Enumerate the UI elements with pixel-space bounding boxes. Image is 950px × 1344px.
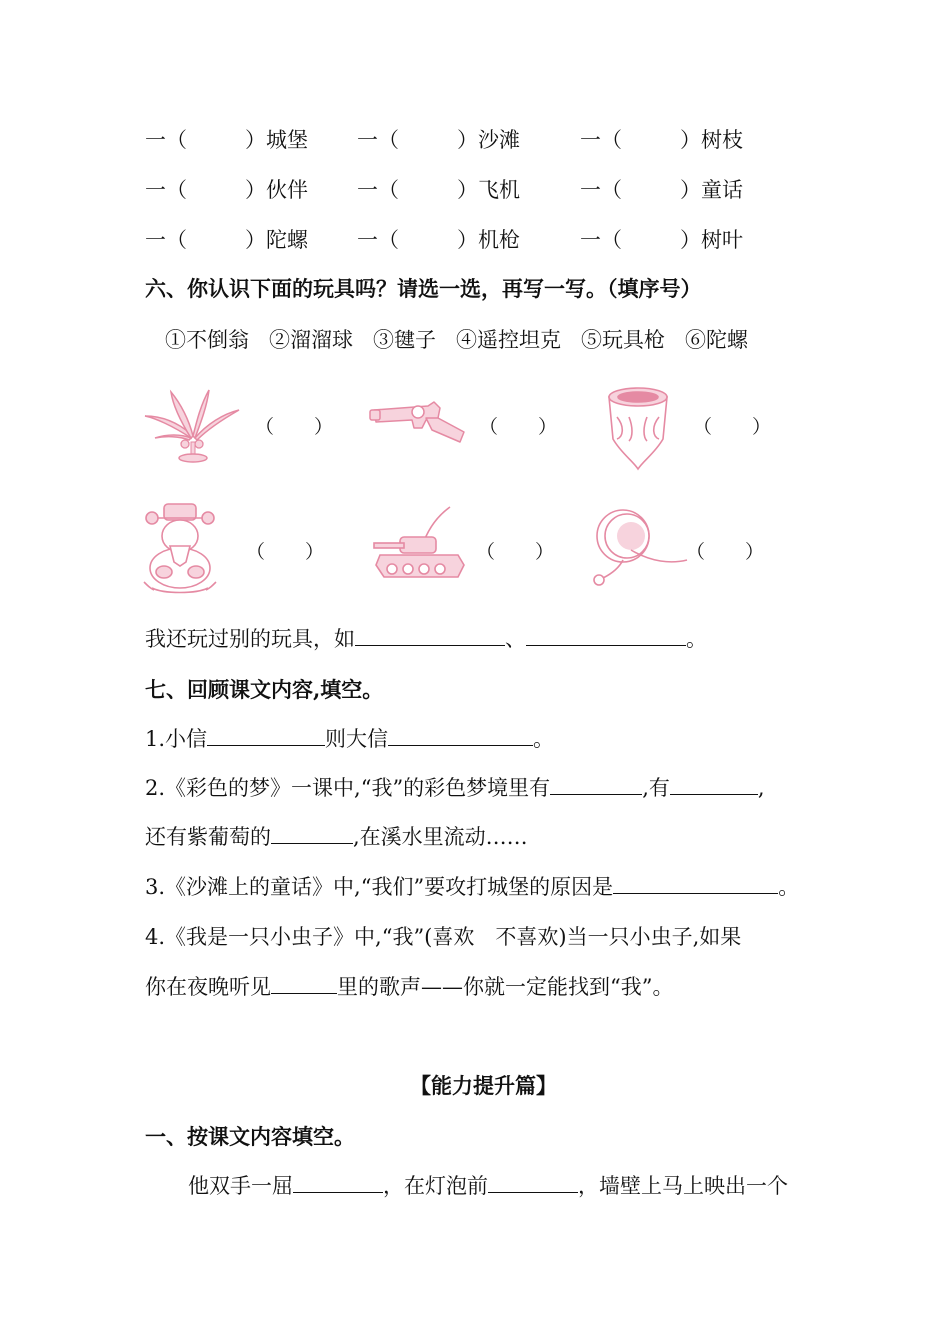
q2-text-b: ,有: [642, 776, 670, 800]
q2-blank-3[interactable]: [271, 823, 353, 844]
ability-q1-heading: 一、按课文内容填空。: [145, 1124, 355, 1149]
question-2-line-1: [145, 774, 765, 802]
measure-word-item: [357, 226, 520, 254]
measure-word-prefix: 一（: [357, 128, 399, 152]
yoyo-image: [585, 502, 695, 592]
measure-word-prefix: 一（: [357, 228, 399, 252]
q1-blank-2[interactable]: [388, 725, 533, 746]
spinning-top-image: [603, 383, 673, 473]
measure-word-item: [357, 126, 520, 154]
paren-close: ）: [745, 541, 765, 563]
option-1: ①不倒翁: [165, 328, 249, 352]
measure-word-item: [580, 126, 743, 154]
measure-word-prefix: 一（: [145, 228, 187, 252]
paren-close: ）: [535, 541, 555, 563]
paren-open: （: [693, 416, 713, 438]
option-5: ⑤玩具枪: [581, 328, 665, 352]
option-6: ⑥陀螺: [685, 328, 748, 352]
q3-text-a: 3.《沙滩上的童话》中,“我们”要攻打城堡的原因是: [145, 875, 614, 899]
question-3: [145, 873, 799, 901]
ability-title: 【能力提升篇】: [410, 1073, 557, 1098]
measure-word-prefix: 一（: [580, 128, 622, 152]
q1-text-c: 。: [533, 727, 555, 751]
paren-close: ）: [538, 416, 558, 438]
measure-word-noun: ）飞机: [457, 178, 520, 202]
q2-blank-1[interactable]: [550, 774, 642, 795]
rc-tank-image: [370, 505, 470, 587]
toy-answer-blank[interactable]: [479, 412, 557, 439]
measure-word-noun: ）树叶: [680, 228, 743, 252]
measure-word-prefix: 一（: [145, 128, 187, 152]
toy-answer-blank[interactable]: [476, 537, 554, 564]
measure-word-prefix: 一（: [357, 178, 399, 202]
q2-text-a: 2.《彩色的梦》一课中,“我”的彩色梦境里有: [145, 776, 551, 800]
extra-toys-prefix: 我还玩过别的玩具，如: [145, 627, 355, 651]
toy-answer-blank[interactable]: [246, 537, 324, 564]
measure-word-noun: ）伙伴: [245, 178, 308, 202]
extra-toys-separator: 、: [505, 627, 526, 651]
question-1: [145, 725, 554, 753]
q3-blank[interactable]: [613, 873, 778, 894]
section6-heading: 六、你认识下面的玩具吗？请选一选，再写一写。（填序号）: [145, 276, 702, 301]
q2-blank-2[interactable]: [670, 774, 758, 795]
toy-answer-blank[interactable]: [686, 537, 764, 564]
toy-gun-image: [368, 398, 468, 448]
ability-text-c: ，墙壁上马上映出一个: [578, 1174, 788, 1198]
tumbler-doll-image: [140, 496, 220, 596]
paren-close: ）: [752, 416, 772, 438]
measure-word-item: [357, 176, 520, 204]
question-4-line-2: [145, 973, 673, 1001]
option-4: ④遥控坦克: [456, 328, 561, 352]
measure-word-item: [145, 126, 308, 154]
measure-word-noun: ）沙滩: [457, 128, 520, 152]
q2-text-c: ,: [757, 776, 765, 800]
extra-toy-blank-1[interactable]: [355, 625, 505, 646]
extra-toy-blank-2[interactable]: [526, 625, 686, 646]
option-list: [165, 326, 748, 354]
paren-open: （: [686, 541, 706, 563]
extra-toys-end: 。: [686, 627, 707, 651]
question-2-line-2: [145, 823, 528, 851]
q4-text-b: 你在夜晚听见: [145, 975, 271, 999]
q1-blank-1[interactable]: [207, 725, 325, 746]
ability-q1-text: [188, 1172, 788, 1200]
ability-text-a: 他双手一屈: [188, 1174, 293, 1198]
measure-word-prefix: 一（: [580, 178, 622, 202]
q2-text-e: ,在溪水里流动……: [353, 825, 528, 849]
shuttlecock-image: [143, 386, 243, 468]
measure-word-item: [580, 176, 743, 204]
ability-text-b: ，在灯泡前: [383, 1174, 488, 1198]
paren-open: （: [246, 541, 266, 563]
section7-heading: 七、回顾课文内容,填空。: [145, 677, 384, 702]
measure-word-prefix: 一（: [145, 178, 187, 202]
q4-blank[interactable]: [271, 973, 337, 994]
measure-word-noun: ）城堡: [245, 128, 308, 152]
measure-word-noun: ）机枪: [457, 228, 520, 252]
extra-toys-line: [145, 625, 707, 653]
q3-text-b: 。: [778, 875, 800, 899]
measure-word-item: [580, 226, 743, 254]
paren-open: （: [476, 541, 496, 563]
q4-text-c: 里的歌声——你就一定能找到“我”。: [337, 975, 674, 999]
paren-close: ）: [314, 416, 334, 438]
ability-blank-2[interactable]: [488, 1172, 578, 1193]
paren-close: ）: [305, 541, 325, 563]
toy-answer-blank[interactable]: [255, 412, 333, 439]
measure-word-item: [145, 176, 308, 204]
paren-open: （: [479, 416, 499, 438]
measure-word-item: [145, 226, 308, 254]
ability-blank-1[interactable]: [293, 1172, 383, 1193]
toy-answer-blank[interactable]: [693, 412, 771, 439]
measure-word-prefix: 一（: [580, 228, 622, 252]
measure-word-noun: ）树枝: [680, 128, 743, 152]
measure-word-noun: ）童话: [680, 178, 743, 202]
q1-text-a: 1.小信: [145, 727, 208, 751]
q2-text-d: 还有紫葡萄的: [145, 825, 271, 849]
measure-word-noun: ）陀螺: [245, 228, 308, 252]
q1-text-b: 则大信: [325, 727, 389, 751]
option-2: ②溜溜球: [269, 328, 353, 352]
paren-open: （: [255, 416, 275, 438]
question-4-line-1: 4.《我是一只小虫子》中,“我”(喜欢 不喜欢)当一只小虫子,如果: [145, 925, 742, 949]
option-3: ③毽子: [373, 328, 436, 352]
